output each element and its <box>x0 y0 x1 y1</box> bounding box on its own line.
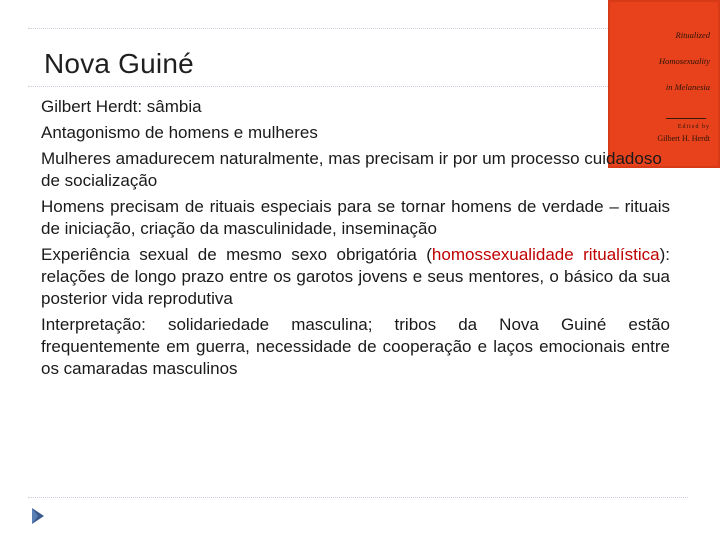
book-title-line-3: in Melanesia <box>665 82 710 92</box>
title-divider-top <box>28 28 608 29</box>
book-edited-by: Edited by <box>677 124 710 130</box>
footer-divider <box>28 497 688 498</box>
next-slide-arrow-icon[interactable] <box>30 506 46 526</box>
highlighted-term: homossexualidade ritualística <box>431 245 660 264</box>
bullet-text <box>41 245 670 308</box>
book-author: Gilbert H. Herdt <box>657 134 710 143</box>
bullet-item <box>18 148 670 192</box>
bullet-text: Mulheres amadurecem naturalmente, mas precisam ir por um processo cuidadoso de socialização <box>41 149 662 190</box>
bullet-text: Antagonismo de homens e mulheres <box>41 123 318 142</box>
slide-title: Nova Guiné <box>44 48 194 79</box>
bullet-text: Gilbert Herdt: sâmbia <box>41 97 202 116</box>
book-title-line-1: Ritualized <box>675 30 710 40</box>
bullet-item <box>18 196 670 240</box>
bullet-text: Interpretação: solidariedade masculina; tribos da Nova Guiné estão frequentemente em guerra, necessidade de cooperação e laços emocionais entre os camaradas masculinos <box>41 315 670 378</box>
bullet-text-pre: Experiência sexual de mesmo sexo obrigatória ( <box>41 245 432 264</box>
bullet-item <box>18 96 670 118</box>
bullet-text: Homens precisam de rituais especiais para se tornar homens de verdade – rituais de iniciação, criação da masculinidade, inseminação <box>41 197 670 238</box>
bullet-list <box>18 96 670 384</box>
bullet-item <box>18 314 670 380</box>
title-divider-bottom <box>28 86 608 87</box>
bullet-text-post: ): relações de longo prazo entre os garotos jovens e seus mentores, o básico da sua posterior vida reprodutiva <box>41 245 670 308</box>
book-cover-rule <box>666 118 706 119</box>
book-title-line-2: Homosexuality <box>659 56 710 66</box>
bullet-item <box>18 244 670 310</box>
bullet-item <box>18 122 670 144</box>
